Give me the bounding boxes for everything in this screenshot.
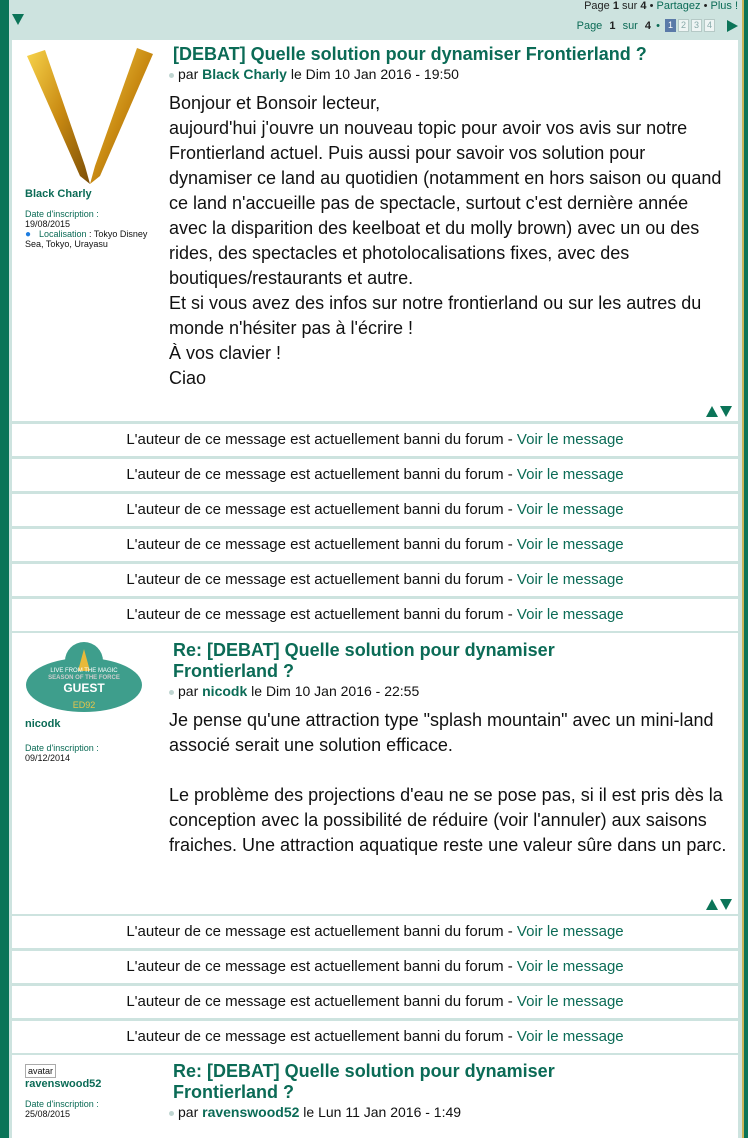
page-sep: sur	[622, 19, 638, 32]
post-date: Lun 11 Jan 2016 - 1:49	[318, 1104, 462, 1120]
post-body	[169, 1061, 730, 1120]
banned-text: L'auteur de ce message est actuellement banni du forum -	[126, 923, 517, 940]
banned-message-row	[12, 494, 738, 526]
view-message-link[interactable]: Voir le message	[516, 571, 624, 588]
message-line: Le problème des projections d'eau ne se pose pas, si il est pris dès la conception avec la possibilité de réduire (voir l'annuler) aux saisons fraiches. Une attraction aquatique reste une valeur sûre dans un parc.	[169, 785, 727, 855]
joined-date: 25/08/2015	[25, 1109, 71, 1119]
page-info-top: Page 1 sur 4 • Partagez • Plus !	[584, 0, 738, 12]
view-message-link[interactable]: Voir le message	[516, 923, 624, 940]
avatar	[25, 46, 155, 186]
banned-text: L'auteur de ce message est actuellement banni du forum -	[126, 571, 517, 588]
post	[12, 1055, 738, 1138]
post	[12, 633, 738, 914]
banned-text: L'auteur de ce message est actuellement banni du forum -	[126, 1028, 517, 1045]
banned-message-row	[12, 916, 738, 948]
post-title[interactable]: [DEBAT] Quelle solution pour dynamiser Frontierland ?	[173, 44, 647, 64]
post-title[interactable]: Re: [DEBAT] Quelle solution pour dynamiser Frontierland ?	[173, 640, 555, 681]
view-message-link[interactable]: Voir le message	[516, 606, 624, 623]
page-2-button[interactable]: 2	[678, 19, 689, 32]
banned-message-row	[12, 529, 738, 561]
post-body	[169, 640, 730, 858]
joined-date: 09/12/2014	[25, 753, 71, 763]
avatar: avatar	[25, 1064, 56, 1078]
avatar	[25, 641, 143, 713]
message-line: À vos clavier !	[169, 343, 282, 363]
on-label: le	[290, 66, 302, 82]
author-name[interactable]: Black Charly	[25, 188, 92, 200]
author-name[interactable]: nicodk	[25, 718, 61, 730]
arrow-down-icon[interactable]	[720, 899, 732, 910]
avatar-text: LIVE FROM THE MAGIC	[50, 668, 118, 674]
page-3-button[interactable]: 3	[691, 19, 702, 32]
right-border	[742, 0, 748, 1138]
page-current: 1	[612, 0, 619, 12]
page-4-button[interactable]: 4	[704, 19, 715, 32]
meta-author[interactable]: Black Charly	[202, 66, 287, 82]
post-meta	[169, 1104, 730, 1120]
banned-text: L'auteur de ce message est actuellement banni du forum -	[126, 536, 517, 553]
post-meta	[169, 683, 730, 699]
bullet-icon	[169, 1111, 174, 1116]
banned-message-row	[12, 564, 738, 596]
page-label: Page	[584, 0, 610, 12]
location-value: : Tokyo Disney Sea, Tokyo, Urayasu	[25, 229, 148, 249]
meta-author[interactable]: ravenswood52	[202, 1104, 300, 1120]
page-total: 4	[644, 19, 652, 32]
message-line: Bonjour et Bonsoir lecteur,	[169, 93, 381, 113]
avatar-text: ED92	[72, 700, 96, 710]
on-label: le	[303, 1104, 315, 1120]
banned-text: L'auteur de ce message est actuellement banni du forum -	[126, 466, 517, 483]
post-date: Dim 10 Jan 2016 - 22:55	[265, 683, 420, 699]
page-label: Page	[576, 19, 603, 32]
post-message	[169, 708, 730, 858]
location-label: Localisation	[39, 229, 87, 239]
arrow-up-icon[interactable]	[706, 406, 718, 417]
page-1-button[interactable]: 1	[665, 19, 676, 32]
joined-label: Date d'inscription :	[25, 1099, 99, 1109]
page-total: 4	[640, 0, 647, 12]
more-link[interactable]: Plus !	[710, 0, 738, 12]
banned-text: L'auteur de ce message est actuellement banni du forum -	[126, 606, 517, 623]
on-label: le	[251, 683, 263, 699]
post-title[interactable]: Re: [DEBAT] Quelle solution pour dynamiser Frontierland ?	[173, 1061, 555, 1102]
post-meta	[169, 66, 730, 82]
banned-message-row	[12, 459, 738, 491]
page-sep: sur	[622, 0, 638, 12]
author-name[interactable]: ravenswood52	[25, 1078, 102, 1090]
left-border	[0, 0, 9, 1138]
arrow-down-icon[interactable]	[720, 406, 732, 417]
banned-message-row	[12, 424, 738, 456]
banned-text: L'auteur de ce message est actuellement banni du forum -	[126, 958, 517, 975]
post-nav-arrows	[706, 406, 732, 417]
avatar-text: SEASON OF THE FORCE	[48, 675, 120, 681]
arrow-up-icon[interactable]	[706, 899, 718, 910]
message-line: Je pense qu'une attraction type "splash mountain" avec un mini-land associé serait une solution efficace.	[169, 710, 714, 755]
post-nav-arrows	[706, 899, 732, 910]
message-line: Ciao	[169, 368, 207, 388]
banned-text: L'auteur de ce message est actuellement banni du forum -	[126, 993, 517, 1010]
pagination: Page 1 sur 4 • 1 2 3 4	[577, 19, 738, 32]
post-profile	[25, 46, 165, 249]
page-current: 1	[609, 19, 616, 32]
post-body	[169, 44, 730, 391]
view-message-link[interactable]: Voir le message	[516, 993, 624, 1010]
joined-label: Date d'inscription :	[25, 209, 99, 219]
view-message-link[interactable]: Voir le message	[516, 536, 624, 553]
banned-message-row	[12, 1021, 738, 1053]
post-message	[169, 91, 730, 391]
view-message-link[interactable]: Voir le message	[516, 958, 624, 975]
post-profile	[25, 1064, 165, 1119]
post-profile	[25, 641, 165, 763]
next-page-icon[interactable]	[727, 20, 738, 32]
bullet-icon	[169, 73, 174, 78]
by-label: par	[178, 66, 199, 82]
top-navigation	[9, 0, 742, 38]
by-label: par	[178, 1104, 199, 1120]
view-message-link[interactable]: Voir le message	[516, 466, 624, 483]
bullet-icon	[169, 690, 174, 695]
post-date: Dim 10 Jan 2016 - 19:50	[305, 66, 459, 82]
banned-message-row	[12, 986, 738, 1018]
banned-text: L'auteur de ce message est actuellement banni du forum -	[126, 431, 517, 448]
meta-author[interactable]: nicodk	[202, 683, 248, 699]
avatar-text: GUEST	[63, 681, 105, 695]
joined-label: Date d'inscription :	[25, 743, 99, 753]
message-blank-line	[169, 758, 730, 783]
mickey-icon: ●	[25, 229, 32, 240]
scroll-down-icon[interactable]	[12, 14, 24, 25]
view-message-link[interactable]: Voir le message	[516, 501, 624, 518]
banned-text: L'auteur de ce message est actuellement banni du forum -	[126, 501, 517, 518]
banned-message-row	[12, 951, 738, 983]
message-line: aujourd'hui j'ouvre un nouveau topic pour avoir vos avis sur notre Frontierland actuel. Puis aussi pour savoir vos solution pour dynamiser ce land au quotidien (notamment en hors saison ou quand ce land n'accueille pas de spectacle, surtout c'est dernière année avec la disparition des keelboat et du molly brown) avec un ou des rides, des spectacles et photolocalisations fixes, avec des boutiques/restaurants et autre.	[169, 118, 722, 288]
by-label: par	[178, 683, 199, 699]
message-line: Et si vous avez des infos sur notre frontierland ou sur les autres du monde n'hésiter pas à l'écrire !	[169, 293, 702, 338]
view-message-link[interactable]: Voir le message	[516, 431, 624, 448]
joined-date: 19/08/2015	[25, 219, 71, 229]
view-message-link[interactable]: Voir le message	[516, 1028, 624, 1045]
post	[12, 40, 738, 421]
banned-message-row	[12, 599, 738, 631]
share-link[interactable]: Partagez	[656, 0, 701, 12]
